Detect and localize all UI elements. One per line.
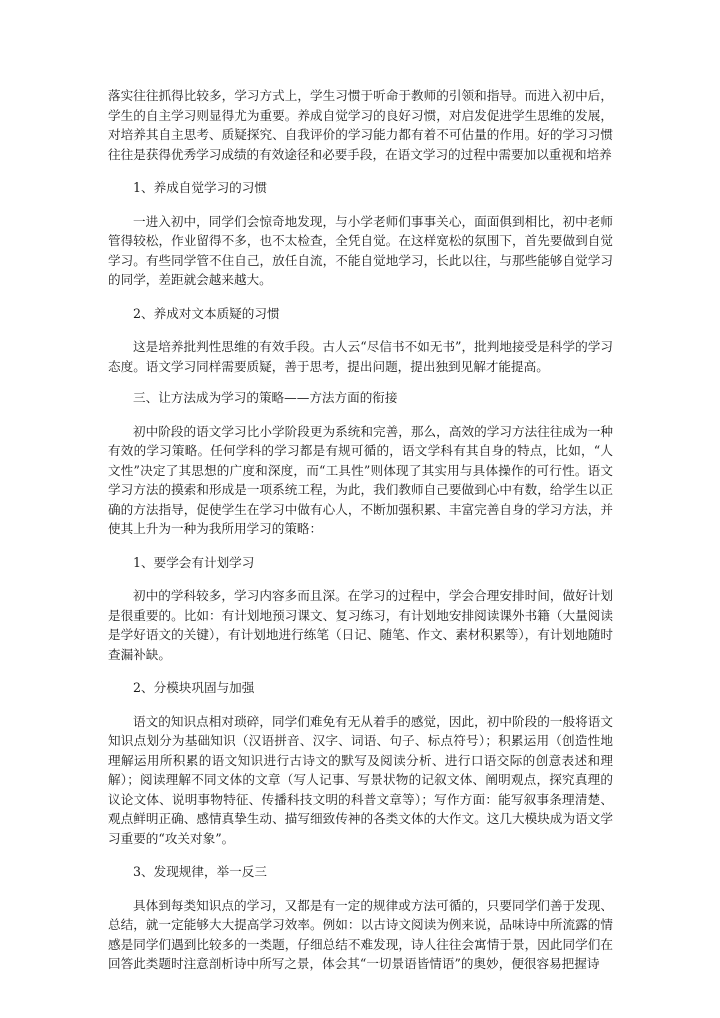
- heading-find-patterns: 3、发现规律，举一反三: [133, 864, 267, 879]
- heading-self-study-habit: 1、养成自觉学习的习惯: [133, 180, 267, 195]
- paragraph-questioning: 这是培养批判性思维的有效手段。古人云“尽信书不如无书”，批判地接受是科学的学习态度。语文学习同样需要质疑，善于思考，提出问题，提出独到见解才能提高。: [108, 339, 613, 374]
- paragraph-planned-study: 初中的学科较多，学习内容多而且深。在学习的过程中，学会合理安排时间，做好计划是很重要的。比如：有计划地预习课文、复习练习，有计划地安排阅读课外书籍（大量阅读是学好语文的关键），有计划地进行练笔（日记、随笔、作文、素材积累等），有计划地随时查漏补缺。: [108, 588, 613, 662]
- intro-paragraph: 落实往往抓得比较多，学习方式上，学生习惯于听命于教师的引领和指导。而进入初中后，学生的自主学习则显得尤为重要。养成自觉学习的良好习惯，对启发促进学生思维的发展，对培养其自主思考、质疑探究、自我评价的学习能力都有着不可估量的作用。好的学习习惯往往是获得优秀学习成绩的有效途径和必要手段，在语文学习的过程中需要加以重视和培养: [108, 88, 613, 162]
- heading-planned-study: 1、要学会有计划学习: [133, 554, 255, 570]
- paragraph-find-patterns: 具体到每类知识点的学习，又都是有一定的规律或方法可循的，只要同学们善于发现、总结，就一定能够大大提高学习效率。例如：以古诗文阅读为例来说，品味诗中所流露的情感是同学们遇到比较多的一类题，仔细总结不难发现，诗人往往会寓情于景，因此同学们在回答此类题时注意剖析诗中所写之景，体会其“一切景语皆情语”的奥妙，便很容易把握诗: [108, 897, 613, 971]
- heading-questioning-habit: 2、养成对文本质疑的习惯: [133, 305, 280, 321]
- heading-method-strategy: 三、让方法成为学习的策略——方法方面的衔接: [133, 390, 398, 405]
- paragraph-self-study: 一进入初中，同学们会惊奇地发现，与小学老师们事事关心，面面俱到相比，初中老师管得较松，作业留得不多，也不太检查，全凭自觉。在这样宽松的氛围下，首先要做到自觉学习。有些同学管不住自己，放任自流，不能自觉地学习，长此以往，与那些能够自觉学习的同学，差距就会越来越大。: [108, 213, 613, 287]
- paragraph-modules: 语文的知识点相对琐碎，同学们难免有无从着手的感觉，因此，初中阶段的一般将语文知识点划分为基础知识（汉语拼音、汉字、词语、句子、标点符号）；积累运用（创造性地理解运用所积累的语文知识进行古诗文的默写及阅读分析、进行口语交际的创意表述和理解）；阅读理解不同文体的文章（写人记事、写景状物的记叙文体、阐明观点，探究真理的议论文体、说明事物特征、传播科技文明的科普文章等）；写作方面：能写叙事条理清楚、观点鲜明正确、感情真挚生动、描写细致传神的各类文体的大作文。这几大模块成为语文学习重要的“攻关对象”。: [108, 713, 613, 846]
- paragraph-method-strategy: 初中阶段的语文学习比小学阶段更为系统和完善，那么，高效的学习方法往往成为一种有效的学习策略。任何学科的学习都是有规可循的，语文学科有其自身的特点，比如，“人文性”决定了其思想的广度和深度，而“工具性”则体现了其实用与具体操作的可行性。语文学习方法的摸索和形成是一项系统工程，为此，我们教师自己要做到心中有数，给学生以正确的方法指导，促使学生在学习中做有心人，不断加强积累、丰富完善自身的学习方法，并使其上升为一种为我所用学习的策略：: [108, 423, 613, 536]
- heading-modules: 2、分模块巩固与加强: [133, 680, 255, 695]
- document-page: [108, 86, 613, 974]
